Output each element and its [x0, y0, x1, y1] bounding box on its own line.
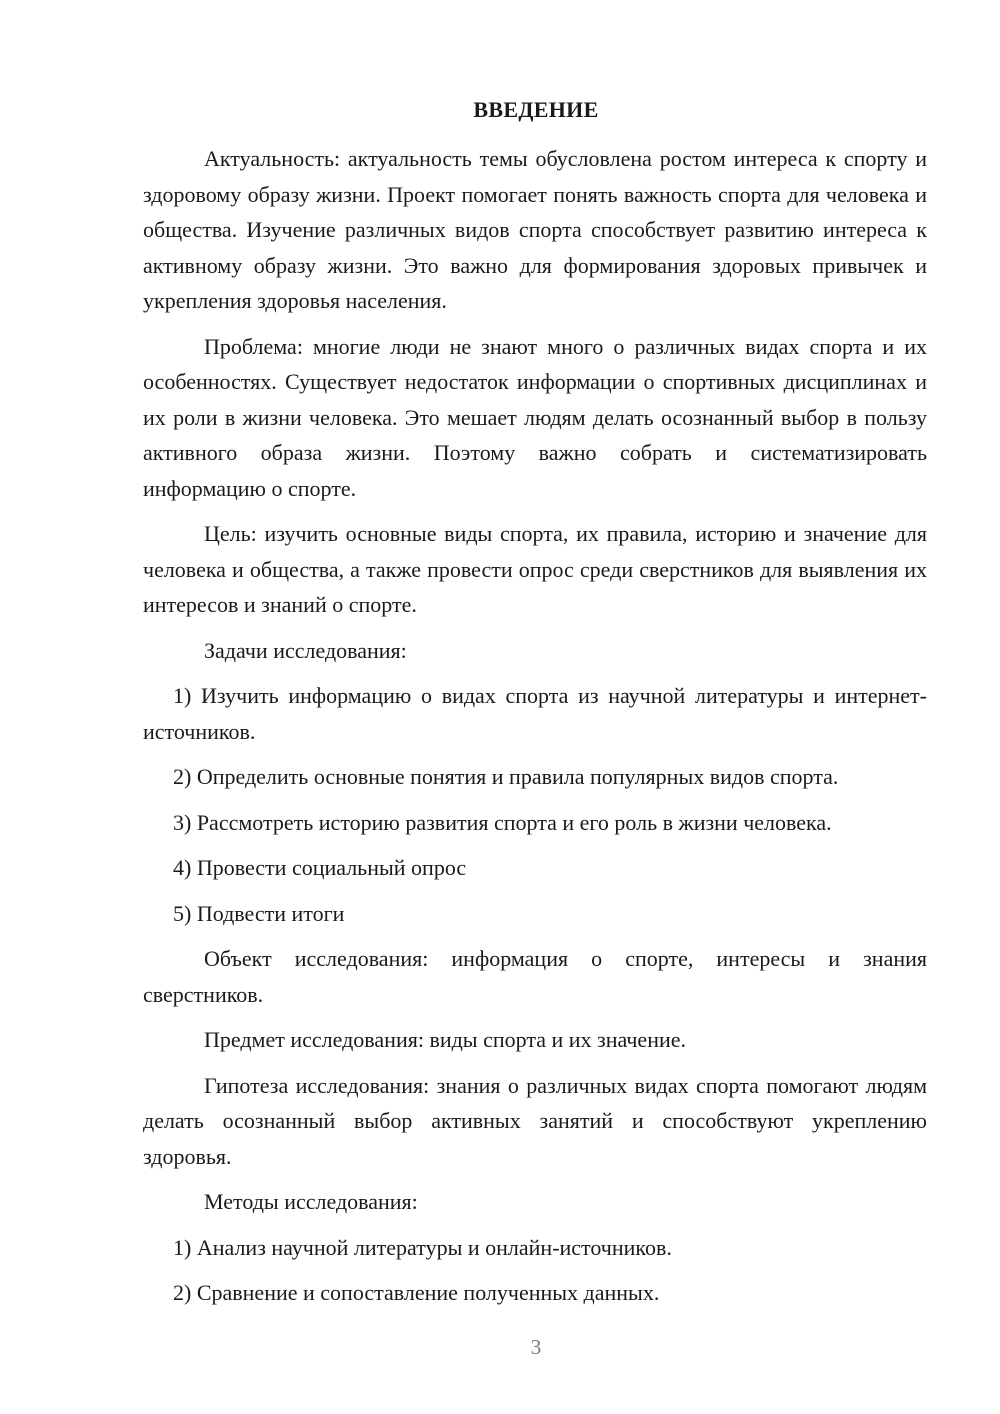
- subject-paragraph: Предмет исследования: виды спорта и их значение.: [204, 1027, 687, 1052]
- tasks-list: [143, 678, 927, 931]
- section-title: ВВЕДЕНИЕ: [473, 97, 599, 122]
- relevance-paragraph: Актуальность: актуальность темы обусловлена ростом интереса к спорту и здоровому образу жизни. Проект помогает понять важность спорта для человека и общества. Изучение различных видов спорта способствует развитию интереса к активному образу жизни. Это важно для формирования здоровых привычек и укрепления здоровья населения.: [143, 146, 927, 313]
- document-body: [143, 141, 927, 1311]
- list-item: 2) Определить основные понятия и правила популярных видов спорта.: [173, 764, 839, 789]
- list-item: 3) Рассмотреть историю развития спорта и его роль в жизни человека.: [173, 809, 832, 835]
- problem-paragraph: Проблема: многие люди не знают много о различных видах спорта и их особенностях. Существует недостаток информации о спортивных дисциплинах и их роли в жизни человека. Это мешает людям делать осознанный выбор в пользу активного образа жизни. Поэтому важно собрать и систематизировать информацию о спорте.: [143, 333, 927, 501]
- list-item: 2) Сравнение и сопоставление полученных данных.: [173, 1280, 660, 1305]
- object-paragraph: Объект исследования: информация о спорте, интересы и знания сверстников.: [143, 946, 927, 1007]
- methods-heading: Методы исследования:: [204, 1189, 418, 1214]
- methods-list: [143, 1230, 927, 1311]
- list-item: 4) Провести социальный опрос: [173, 855, 467, 880]
- goal-paragraph: Цель: изучить основные виды спорта, их правила, историю и значение для человека и общества, а также провести опрос среди сверстников для выявления их интересов и знаний о спорте.: [143, 521, 927, 617]
- hypothesis-paragraph: Гипотеза исследования: знания о различных видах спорта помогают людям делать осознанный выбор активных занятий и способствуют укреплению здоровья.: [143, 1072, 927, 1169]
- tasks-heading: Задачи исследования:: [204, 637, 407, 663]
- list-item: 1) Анализ научной литературы и онлайн-источников.: [173, 1234, 672, 1260]
- list-item: 1) Изучить информацию о видах спорта из научной литературы и интернет-источников.: [143, 683, 927, 744]
- page-number: 3: [530, 1335, 542, 1359]
- list-item: 5) Подвести итоги: [173, 900, 345, 926]
